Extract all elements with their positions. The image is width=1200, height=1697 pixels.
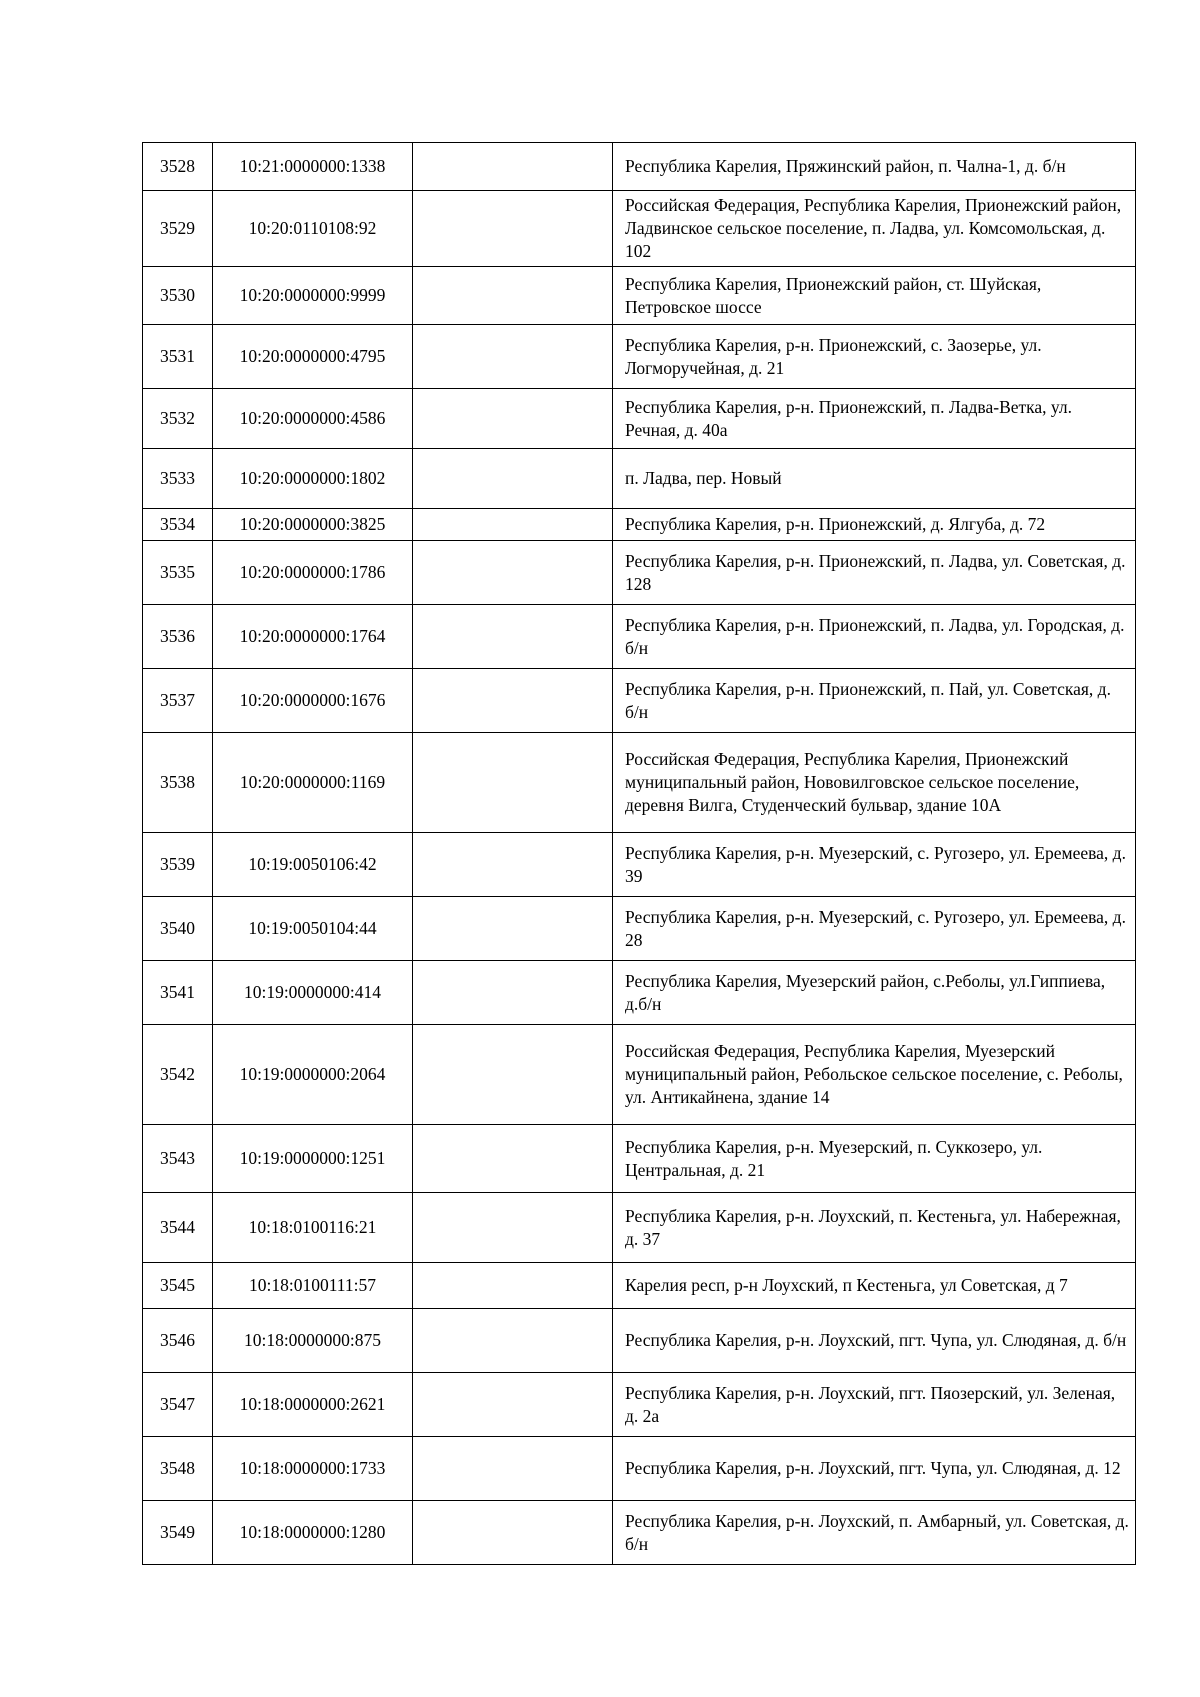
address-cell: Республика Карелия, Прионежский район, ст. Шуйская, Петровское шоссе <box>613 267 1136 325</box>
row-number-cell: 3538 <box>143 733 213 833</box>
empty-cell <box>413 1437 613 1501</box>
address-cell: Карелия респ, р-н Лоухский, п Кестеньга, ул Советская, д 7 <box>613 1263 1136 1309</box>
cadastral-number-cell: 10:20:0000000:4795 <box>213 325 413 389</box>
empty-cell <box>413 1193 613 1263</box>
table-row <box>143 961 1136 1025</box>
empty-cell <box>413 1025 613 1125</box>
row-number-cell: 3547 <box>143 1373 213 1437</box>
table-row <box>143 897 1136 961</box>
empty-cell <box>413 897 613 961</box>
table-row <box>143 1025 1136 1125</box>
row-number-cell: 3537 <box>143 669 213 733</box>
empty-cell <box>413 1309 613 1373</box>
row-number-cell: 3529 <box>143 191 213 267</box>
address-cell: Республика Карелия, р-н. Лоухский, п. Амбарный, ул. Советская, д. б/н <box>613 1501 1136 1565</box>
row-number-cell: 3533 <box>143 449 213 509</box>
table-row <box>143 325 1136 389</box>
row-number-cell: 3534 <box>143 509 213 541</box>
table-row <box>143 833 1136 897</box>
table-row <box>143 449 1136 509</box>
address-cell: п. Ладва, пер. Новый <box>613 449 1136 509</box>
cadastral-number-cell: 10:19:0050104:44 <box>213 897 413 961</box>
cadastral-number-cell: 10:18:0100116:21 <box>213 1193 413 1263</box>
cadastral-number-cell: 10:18:0000000:875 <box>213 1309 413 1373</box>
row-number-cell: 3548 <box>143 1437 213 1501</box>
address-cell: Республика Карелия, р-н. Лоухский, пгт. Чупа, ул. Слюдяная, д. б/н <box>613 1309 1136 1373</box>
cadastral-number-cell: 10:19:0000000:1251 <box>213 1125 413 1193</box>
cadastral-number-cell: 10:19:0000000:414 <box>213 961 413 1025</box>
row-number-cell: 3531 <box>143 325 213 389</box>
address-cell: Республика Карелия, Пряжинский район, п. Чална-1, д. б/н <box>613 143 1136 191</box>
table-row <box>143 1501 1136 1565</box>
cadastral-number-cell: 10:18:0000000:1280 <box>213 1501 413 1565</box>
table-row <box>143 143 1136 191</box>
row-number-cell: 3539 <box>143 833 213 897</box>
row-number-cell: 3546 <box>143 1309 213 1373</box>
property-registry-table <box>142 142 1136 1565</box>
table-row <box>143 1125 1136 1193</box>
cadastral-number-cell: 10:20:0000000:9999 <box>213 267 413 325</box>
empty-cell <box>413 267 613 325</box>
row-number-cell: 3544 <box>143 1193 213 1263</box>
cadastral-number-cell: 10:20:0000000:1786 <box>213 541 413 605</box>
row-number-cell: 3545 <box>143 1263 213 1309</box>
empty-cell <box>413 669 613 733</box>
empty-cell <box>413 1125 613 1193</box>
table-row <box>143 509 1136 541</box>
cadastral-number-cell: 10:20:0000000:3825 <box>213 509 413 541</box>
table-row <box>143 669 1136 733</box>
empty-cell <box>413 509 613 541</box>
address-cell: Республика Карелия, р-н. Прионежский, п. Ладва-Ветка, ул. Речная, д. 40а <box>613 389 1136 449</box>
empty-cell <box>413 449 613 509</box>
row-number-cell: 3532 <box>143 389 213 449</box>
empty-cell <box>413 389 613 449</box>
table-row <box>143 1263 1136 1309</box>
empty-cell <box>413 541 613 605</box>
row-number-cell: 3541 <box>143 961 213 1025</box>
address-cell: Республика Карелия, р-н. Прионежский, п. Пай, ул. Советская, д. б/н <box>613 669 1136 733</box>
table-row <box>143 1437 1136 1501</box>
empty-cell <box>413 833 613 897</box>
cadastral-number-cell: 10:20:0000000:4586 <box>213 389 413 449</box>
cadastral-number-cell: 10:20:0000000:1764 <box>213 605 413 669</box>
cadastral-number-cell: 10:20:0110108:92 <box>213 191 413 267</box>
row-number-cell: 3535 <box>143 541 213 605</box>
empty-cell <box>413 605 613 669</box>
address-cell: Республика Карелия, р-н. Лоухский, пгт. Чупа, ул. Слюдяная, д. 12 <box>613 1437 1136 1501</box>
table-row <box>143 541 1136 605</box>
cadastral-number-cell: 10:20:0000000:1802 <box>213 449 413 509</box>
empty-cell <box>413 191 613 267</box>
table-row <box>143 389 1136 449</box>
row-number-cell: 3543 <box>143 1125 213 1193</box>
cadastral-number-cell: 10:18:0000000:1733 <box>213 1437 413 1501</box>
cadastral-number-cell: 10:19:0000000:2064 <box>213 1025 413 1125</box>
table-row <box>143 1373 1136 1437</box>
cadastral-number-cell: 10:20:0000000:1169 <box>213 733 413 833</box>
row-number-cell: 3530 <box>143 267 213 325</box>
empty-cell <box>413 1373 613 1437</box>
address-cell: Республика Карелия, Муезерский район, с.Реболы, ул.Гиппиева, д.б/н <box>613 961 1136 1025</box>
registry-table-body <box>143 143 1136 1565</box>
address-cell: Республика Карелия, р-н. Муезерский, с. Ругозеро, ул. Еремеева, д. 28 <box>613 897 1136 961</box>
address-cell: Республика Карелия, р-н. Лоухский, пгт. Пяозерский, ул. Зеленая, д. 2а <box>613 1373 1136 1437</box>
cadastral-number-cell: 10:20:0000000:1676 <box>213 669 413 733</box>
cadastral-number-cell: 10:18:0000000:2621 <box>213 1373 413 1437</box>
row-number-cell: 3542 <box>143 1025 213 1125</box>
cadastral-number-cell: 10:18:0100111:57 <box>213 1263 413 1309</box>
table-row <box>143 267 1136 325</box>
table-row <box>143 733 1136 833</box>
address-cell: Российская Федерация, Республика Карелия, Прионежский район, Ладвинское сельское поселение, п. Ладва, ул. Комсомольская, д. 102 <box>613 191 1136 267</box>
empty-cell <box>413 1263 613 1309</box>
address-cell: Республика Карелия, р-н. Прионежский, с. Заозерье, ул. Логморучейная, д. 21 <box>613 325 1136 389</box>
empty-cell <box>413 733 613 833</box>
table-row <box>143 191 1136 267</box>
row-number-cell: 3540 <box>143 897 213 961</box>
row-number-cell: 3536 <box>143 605 213 669</box>
empty-cell <box>413 325 613 389</box>
empty-cell <box>413 961 613 1025</box>
row-number-cell: 3528 <box>143 143 213 191</box>
empty-cell <box>413 1501 613 1565</box>
table-row <box>143 605 1136 669</box>
row-number-cell: 3549 <box>143 1501 213 1565</box>
table-row <box>143 1309 1136 1373</box>
address-cell: Республика Карелия, р-н. Лоухский, п. Кестеньга, ул. Набережная, д. 37 <box>613 1193 1136 1263</box>
address-cell: Российская Федерация, Республика Карелия, Муезерский муниципальный район, Ребольское сельское поселение, с. Реболы, ул. Антикайнена, здание 14 <box>613 1025 1136 1125</box>
address-cell: Российская Федерация, Республика Карелия, Прионежский муниципальный район, Нововилговское сельское поселение, деревня Вилга, Студенческий бульвар, здание 10А <box>613 733 1136 833</box>
cadastral-number-cell: 10:19:0050106:42 <box>213 833 413 897</box>
address-cell: Республика Карелия, р-н. Муезерский, п. Суккозеро, ул. Центральная, д. 21 <box>613 1125 1136 1193</box>
address-cell: Республика Карелия, р-н. Прионежский, п. Ладва, ул. Городская, д. б/н <box>613 605 1136 669</box>
address-cell: Республика Карелия, р-н. Муезерский, с. Ругозеро, ул. Еремеева, д. 39 <box>613 833 1136 897</box>
cadastral-number-cell: 10:21:0000000:1338 <box>213 143 413 191</box>
address-cell: Республика Карелия, р-н. Прионежский, п. Ладва, ул. Советская, д. 128 <box>613 541 1136 605</box>
empty-cell <box>413 143 613 191</box>
table-row <box>143 1193 1136 1263</box>
address-cell: Республика Карелия, р-н. Прионежский, д. Ялгуба, д. 72 <box>613 509 1136 541</box>
